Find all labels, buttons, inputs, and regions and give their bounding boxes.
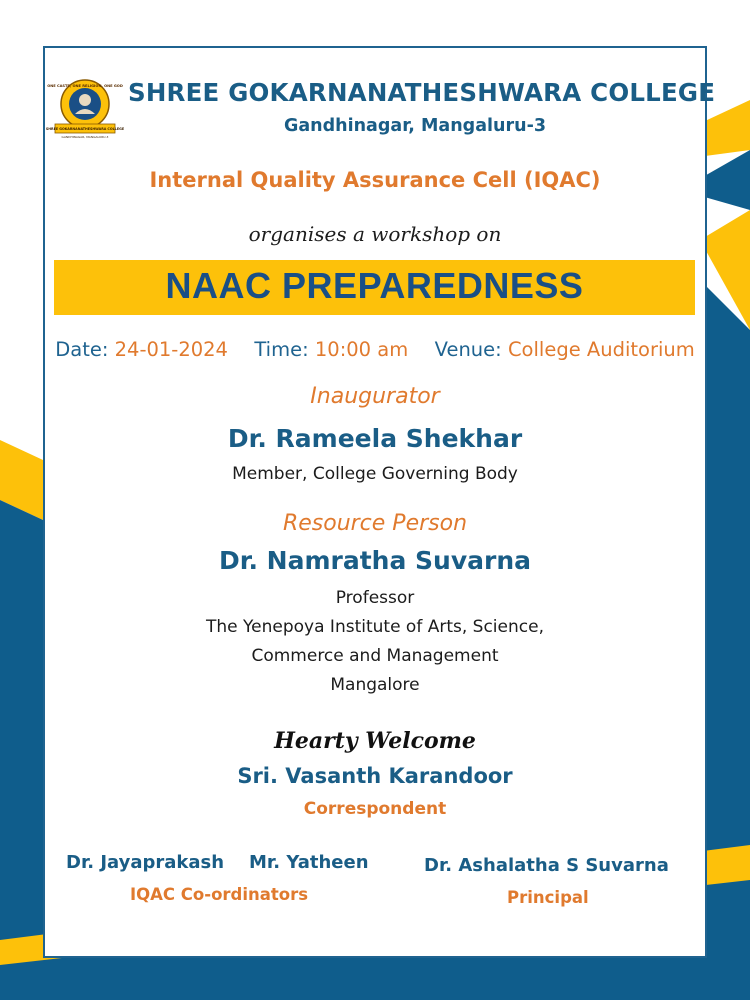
inaugurator-designation: Member, College Governing Body (232, 464, 518, 484)
coordinator-name-1: Dr. Jayaprakash (66, 852, 225, 873)
hearty-welcome: Hearty Welcome (274, 728, 476, 754)
logo-banner-text: SHREE GOKARNANATHESHWARA COLLEGE (45, 127, 125, 131)
organises-text: organises a workshop on (248, 222, 502, 246)
time-label: Time: (254, 338, 309, 361)
date-value: 24-01-2024 (114, 338, 228, 361)
college-location: Gandhinagar, Mangaluru-3 (283, 116, 547, 136)
correspondent-name: Sri. Vasanth Karandoor (237, 764, 513, 788)
venue-label: Venue: (434, 338, 502, 361)
logo-sub-text: GANDHINAGAR, MANGALURU-3 (61, 135, 109, 139)
event-details (0, 338, 750, 361)
coordinator-name-2: Mr. Yatheen (249, 852, 369, 873)
resource-person-line1: Professor (335, 588, 415, 608)
resource-person-role: Resource Person (282, 511, 468, 536)
principal-name: Dr. Ashalatha S Suvarna (424, 855, 669, 876)
inaugurator-name: Dr. Rameela Shekhar (227, 424, 523, 453)
principal-title: Principal (507, 888, 589, 907)
resource-person-line3: Commerce and Management (251, 646, 499, 666)
inaugurator-role: Inaugurator (310, 384, 440, 409)
time-value: 10:00 am (314, 338, 409, 361)
venue-value: College Auditorium (507, 338, 695, 361)
college-name: SHREE GOKARNANATHESHWARA COLLEGE (128, 78, 716, 107)
logo-ring-text: ONE CASTE, ONE RELIGION, ONE GOD (47, 84, 123, 88)
resource-person-line2: The Yenepoya Institute of Arts, Science, (206, 617, 544, 637)
workshop-title: NAAC PREPAREDNESS (165, 265, 584, 306)
coordinators-title: IQAC Co-ordinators (130, 885, 309, 904)
date-label: Date: (55, 338, 109, 361)
college-logo (45, 78, 125, 142)
organiser-cell: Internal Quality Assurance Cell (IQAC) (149, 168, 601, 192)
resource-person-line4: Mangalore (330, 675, 420, 695)
correspondent-title: Correspondent (303, 799, 447, 819)
resource-person-name: Dr. Namratha Suvarna (218, 546, 532, 575)
